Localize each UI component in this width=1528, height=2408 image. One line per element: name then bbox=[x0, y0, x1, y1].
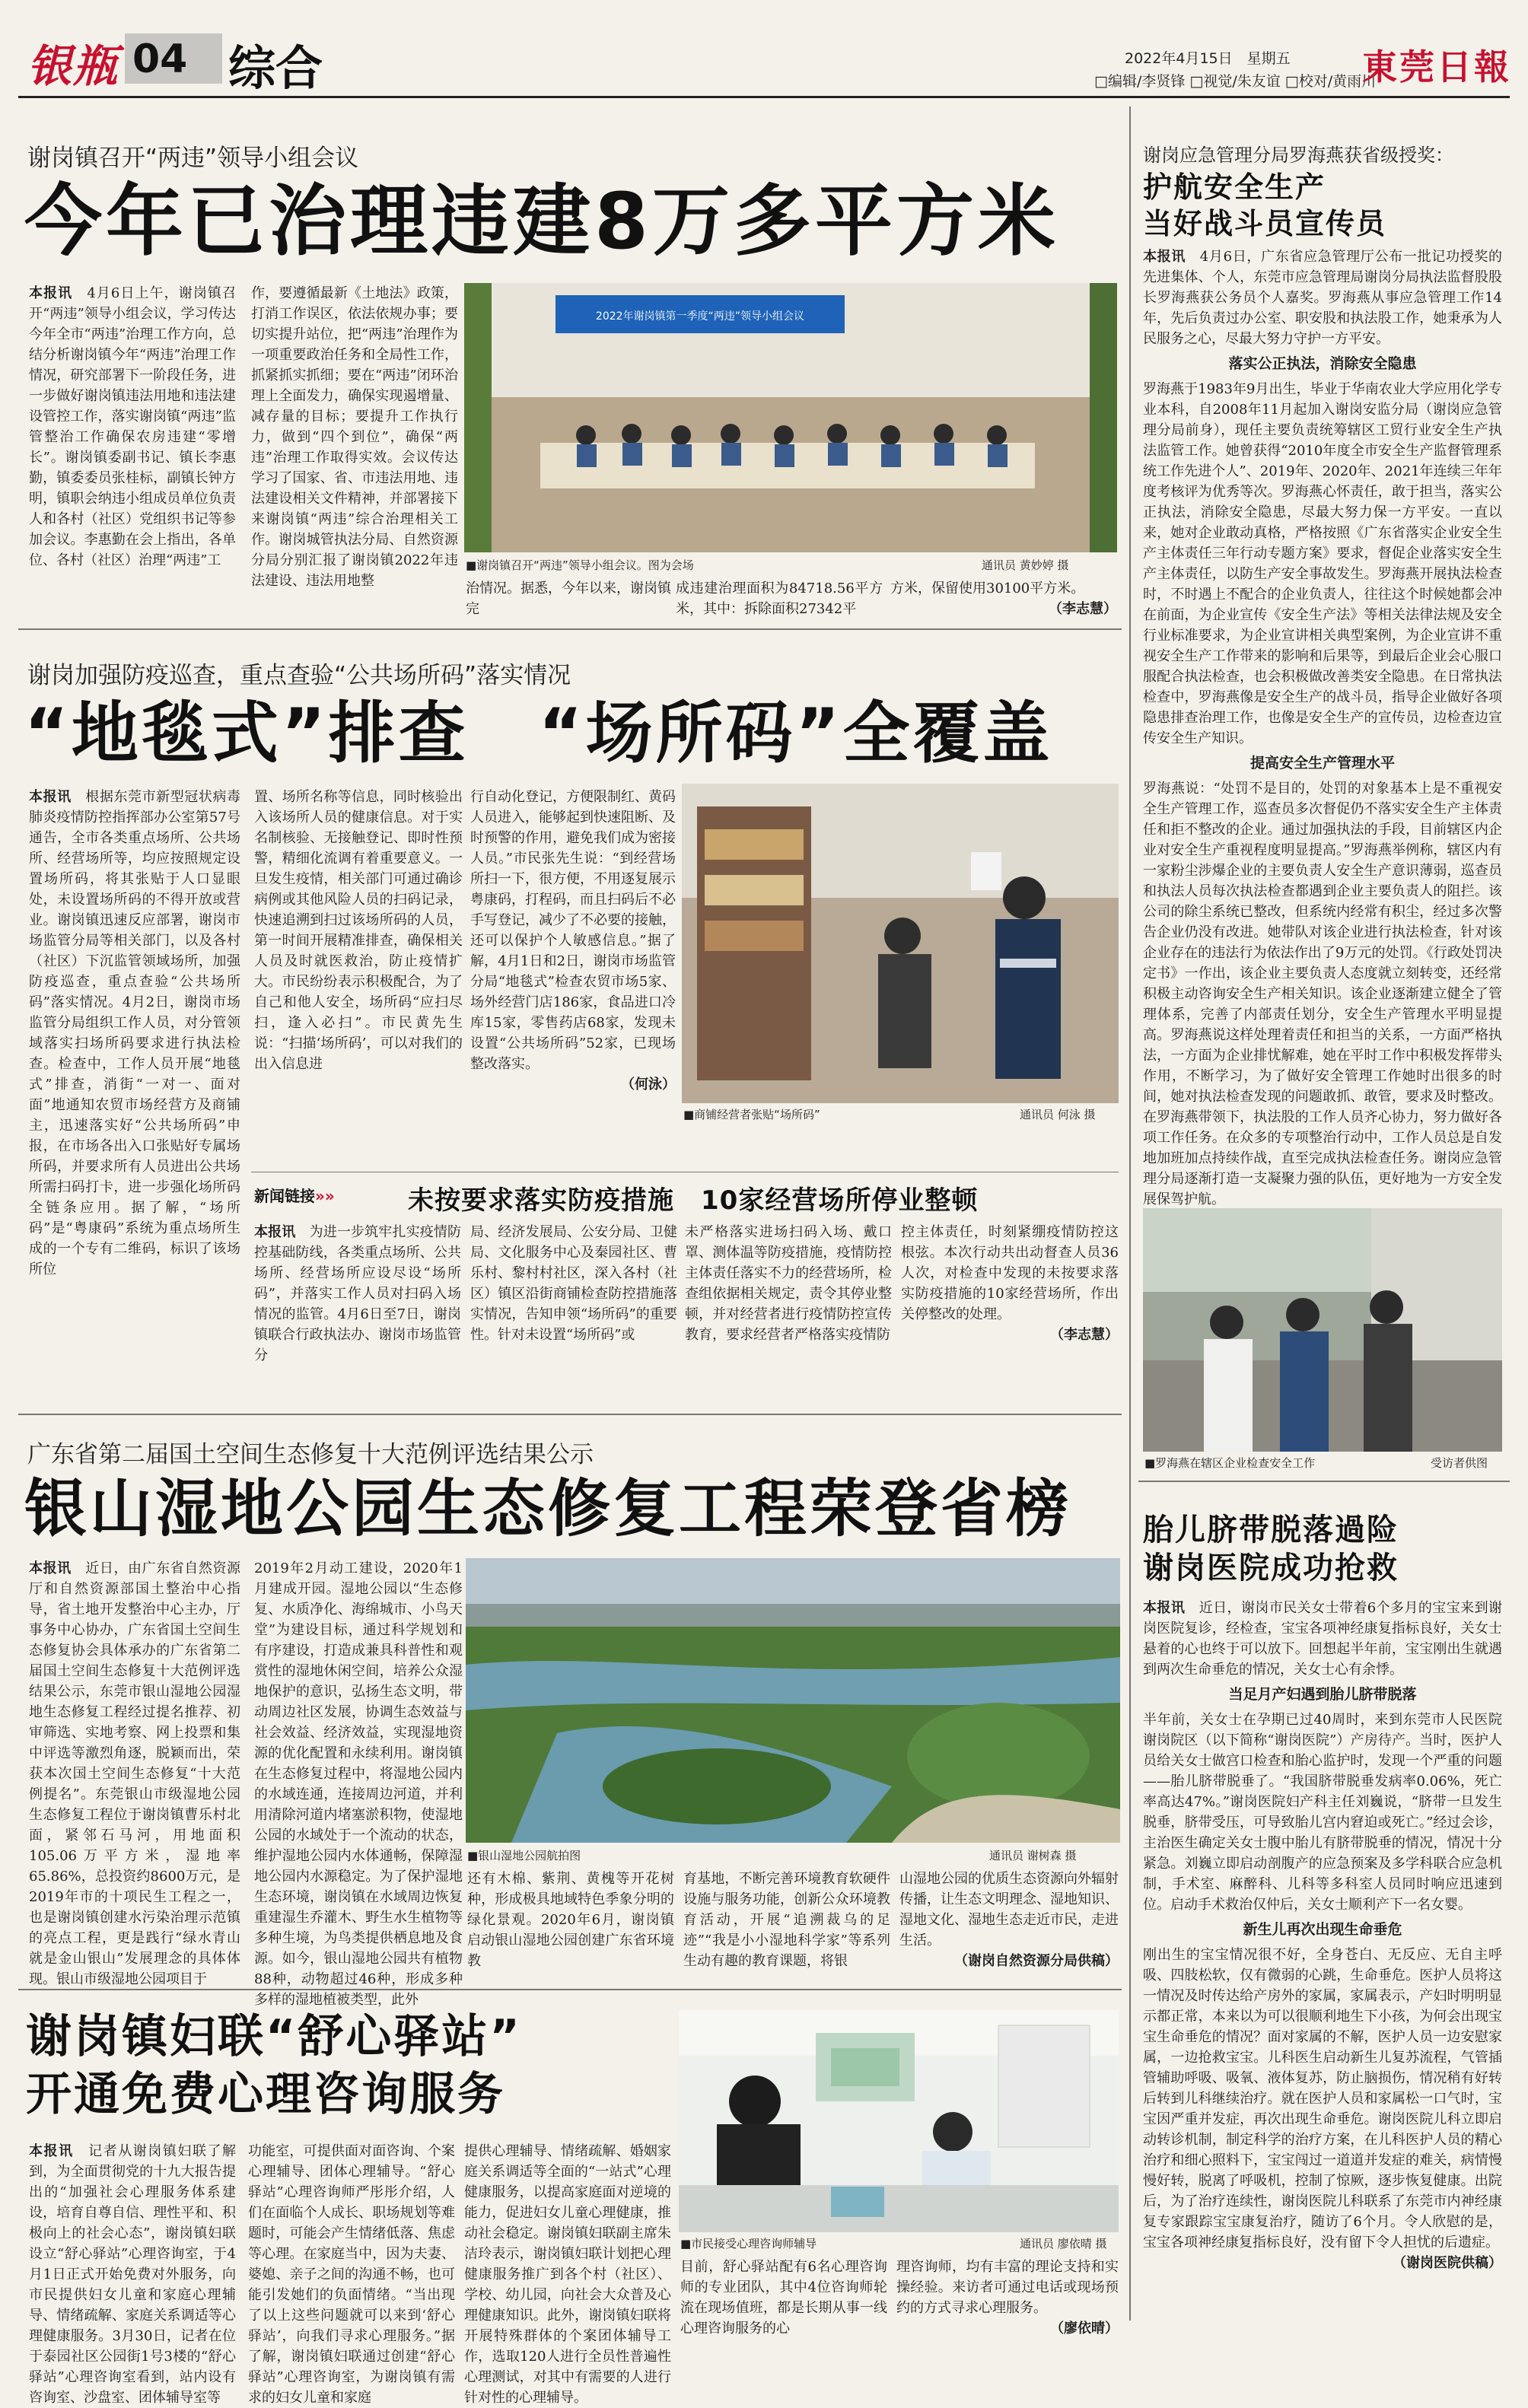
a2-col3 bbox=[470, 787, 676, 1167]
a4-col1 bbox=[29, 2141, 237, 2406]
a3-col5-text: 山湿地公园的优质生态资源向外辐射传播，让生态文明理念、湿地知识、湿地文化、湿地生态走近市民，走进生活。 bbox=[899, 1871, 1119, 1948]
a2-sub-col1-text: 为进一步筑牢扎实疫情防控基础防线，各类重点场所、公共场所、经营场所应设尽设“场所码”，并落实工作人员对扫码入场情况的监管。4月6日至7日，谢岗镇联合行政执法办、谢岗市场监管分 bbox=[254, 1224, 462, 1363]
a1-photo-caption: ■谢岗镇召开“两违”领导小组会议。图为会场 bbox=[466, 558, 694, 572]
a1-photo bbox=[464, 283, 1117, 552]
a4-col2 bbox=[248, 2141, 455, 2406]
a2-lead: 本报讯 bbox=[29, 789, 72, 805]
a2-col3-text: 行自动化登记，方便限制红、黄码人员进入，能够起到快速阻断、及时预警的作用，避免我们成为密接人员。”市民张先生说：“到经营场所扫一下，很方便，不用逐复展示粤康码，打程码，而且扫码后不必手写登记，减少了不必要的接触，还可以保护个人敏感信息。”据了解，4月1日和2日，谢岗市场监管分局“地毯式”检查农贸市场5家、场外经营门店186家，食品进口冷库15家，零售药店68家，发现未设置“公共场所码”52家，已现场整改落实。 bbox=[470, 789, 676, 1072]
r2-p2: 半年前，关女士在孕期已过40周时，来到东莞市人民医院谢岗院区（以下简称“谢岗医院”）产房待产。当时，医护人员给关女士做宫口检查和胎心监护时，发现一个严重的问题——胎儿脐带脱垂了。“我国脐带脱垂发病率0.06%，死亡率高达47%。”谢岗医院妇产科主任刘巍说，“脐带一旦发生脱垂，脐带受压，可导致胎儿宫内窘迫或死亡。”经过会诊，主治医生确定关女士腹中胎儿有脐带脱垂的情况，情况十分紧急。刘巍立即启动剖腹产的应急预案及多学科联合应急机制，手术室、麻醉科、儿科等多科室人员同时响应迅速到位。启动手术救治仅仲后，关女士顺利产下一名女婴。 bbox=[1143, 1712, 1502, 1913]
page-name-logo: 银瓶 bbox=[27, 40, 119, 92]
a1-kicker: 谢岗镇召开“两违”领导小组会议 bbox=[27, 145, 359, 172]
a4-col3-text: 提供心理辅导、情绪疏解、婚姻家庭关系调适等全面的“一站式”心理健康服务，以提高家庭面对逆境的能力，促进妇女儿童心理健康，推动社会稳定。谢岗镇妇联副主席朱洁玲表示，谢岗镇妇联计划把心理健康服务推广到各个村（社区）、学校、幼儿园，向社会大众普及心理健康知识。此外，谢岗镇妇联将开展特殊群体的个案团体辅导工作，选取120人进行全员性普遍性心理测试，对其中有需要的人进行针对性的心理辅导。 bbox=[464, 2143, 671, 2406]
a2-sub-col3-text: 未严格落实进场扫码入场、戴口罩、测体温等防疫措施，疫情防控主体责任落实不力的经营场所，检查组依据相关规定，责令其停业整顿，并对经营者进行疫情防控宣传教育，要求经营者严格落实疫情防 bbox=[685, 1224, 892, 1343]
a1-tail1 bbox=[466, 578, 671, 619]
a1-photo-banner: 2022年谢岗镇第一季度“两违”领导小组会议 bbox=[595, 310, 805, 323]
a3-col1-text: 近日，由广东省自然资源厅和自然资源部国土整治中心指导，省土地开发整治中心主办，厅事务中心协办，广东省国土空间生态修复协会具体承办的广东省第二届国土空间生态修复十大范例评选结果公示，东莞市银山湿地公园湿地生态修复工程经过提名推荐、初审筛选、实地考察、网上投票和集中评选等激烈角逐，脱颖而出，荣获本次国土空间生态修复“十大范例提名”。东莞银山市级湿地公园生态修复工程位于谢岗镇曹乐村北面，紧邻石马河，用地面积105.06万平方米，湿地率65.86%，总投资约8600万元，是2019年市的十项民生工程之一，也是谢岗镇创建水污染治理示范镇的亮点工程，更是践行“绿水青山就是金山银山”发展理念的具体体现。银山市级湿地公园项目于 bbox=[29, 1560, 241, 1987]
r1-photo-credit: 受访者供图 bbox=[1431, 1456, 1488, 1470]
a2-sub-headline: 未按要求落实防疫措施 10家经营场所停业整顿 bbox=[408, 1185, 979, 1216]
a2-col1 bbox=[29, 787, 240, 1400]
r1-p1: 4月6日，广东省应急管理厅公布一批记功授奖的先进集体、个人，东莞市应急管理局谢岗分局执法监督股股长罗海燕获公务员个人嘉奖。罗海燕从事应急管理工作14年，先后负责过办公室、职安股和执法股工作，她秉承为人民服务之心，尽最大努力守护一方平安。 bbox=[1143, 249, 1503, 347]
r2-text bbox=[1143, 1598, 1502, 2324]
a1-col2 bbox=[251, 283, 458, 600]
a3-signature: （谢岗自然资源分局供稿） bbox=[954, 1953, 1119, 1969]
a4-headline-line1: 谢岗镇妇联“舒心驿站” bbox=[26, 2010, 522, 2063]
a1-col1 bbox=[29, 283, 236, 600]
a1-headline: 今年已治理违建8万多平方米 bbox=[24, 177, 1059, 267]
r2-subhead-2: 新生儿再次出现生命垂危 bbox=[1243, 1921, 1402, 1938]
page-number: 04 bbox=[132, 37, 188, 82]
a3-col3 bbox=[467, 1869, 674, 1983]
a2-sub-label bbox=[254, 1184, 335, 1206]
r1-text bbox=[1143, 247, 1503, 1207]
a4-headline-line2: 开通免费心理咨询服务 bbox=[26, 2068, 505, 2121]
a4-photo-caption: ■市民接受心理咨询师辅导 bbox=[680, 2237, 817, 2251]
a4-col2-text: 功能室，可提供面对面咨询、个案心理辅导、团体心理辅导。“舒心驿站”心理咨询师严彤彤介绍，人们在面临个人成长、职场规划等难题时，可能会产生情绪低落、焦虑等心理。在家庭当中，因为夫妻、婆媳、亲子之间的沟通不畅，也可能引发她们的负面情绪。“当出现了以上这些问题就可以来到‘舒心驿站’，向我们寻求心理服务。”据了解，谢岗镇妇联通过创建“舒心驿站”心理咨询室，为谢岗镇有需求的妇女儿童和家庭 bbox=[248, 2143, 455, 2406]
a1-lead: 本报讯 bbox=[29, 285, 73, 301]
a2-sub-signature: （李志慧） bbox=[1050, 1327, 1119, 1343]
a3-col4-text: 育基地，不断完善环境教育软硬件设施与服务功能，创新公众环境教育活动，开展“追溯裁乌的足迹”“我是小小湿地科学家”等系列生动有趣的教育课题，将银 bbox=[683, 1871, 890, 1969]
divider-r1-r2 bbox=[1138, 1481, 1510, 1482]
r2-headline-line1: 胎儿脐带脱落過险 bbox=[1143, 1513, 1399, 1548]
chevron-icons: »» bbox=[315, 1187, 335, 1205]
r1-lead: 本报讯 bbox=[1143, 249, 1186, 265]
editor-credits: □编辑/李贤锋 □视觉/朱友谊 □校对/黄雨川 bbox=[1094, 73, 1377, 90]
a3-photo-credit: 通讯员 谢树森 摄 bbox=[989, 1849, 1077, 1862]
paper-name-logo: 東莞日報 bbox=[1362, 46, 1511, 87]
r2-p3: 刚出生的宝宝情况很不好，全身苍白、无反应、无自主呼吸、四肢松软，仅有微弱的心跳，生命垂危。医护人员将这一情况及时传达给产房外的家属，家属表示，产妇时明明显示都正常，本来以为可以很顺利地生下小孩，为何会出现宝宝生命垂危的情况？面对家属的不解，医护人员一边安慰家属，一边抢救宝宝。儿科医生启动新生儿复苏流程，气管插管辅助呼吸、吸氧、液体复苏，防止脑损伤，情况稍有好转后转到儿科继续治疗。就在医护人员和家属松一口气时，宝宝因严重并发症，再次出现生命垂危。谢岗医院儿科立即启动转诊机制，制定科学的治疗方案，在儿科医护人员的精心治疗和细心照料下，宝宝闯过一道道并发症的难关，病情慢慢好转，脱离了呼吸机，控制了惊厥，逐步恢复健康。出院后，为了治疗连续性，谢岗医院儿科联系了东莞市内神经康复专家跟踪宝宝康复治疗，随访了6个月。令人欣慰的是，宝宝各项神经康复指标良好，没有留下令人担忧的后遗症。 bbox=[1143, 1947, 1502, 2251]
r2-signature: （谢岗医院供稿） bbox=[1393, 2255, 1502, 2271]
a4-signature: （廖依晴） bbox=[1050, 2321, 1119, 2336]
a2-sub-lead: 本报讯 bbox=[254, 1224, 296, 1240]
r2-lead: 本报讯 bbox=[1143, 1600, 1186, 1616]
a4-tail1-text: 目前，舒心驿站配有6名心理咨询师的专业团队，其中4位咨询师轮流在现场值班，都是长期从事一线心理咨询服务的心 bbox=[680, 2259, 887, 2336]
a2-headline: “地毯式”排查 “场所码”全覆盖 bbox=[24, 694, 1053, 772]
a3-photo-caption: ■银山湿地公园航拍图 bbox=[467, 1849, 581, 1862]
r1-p3: 罗海燕说：“处罚不是目的，处罚的对象基本上是不重视安全生产管理工作，巡查员多次督促仍不落实安全生产主体责任和拒不整改的企业。通过加强执法的手段，目前辖区内企业对安全生产重视程度明显提高。”罗海燕举例称，辖区内有一家粉尘涉爆企业的主要负责人安全生产意识薄弱，巡查员和执法人员每次执法检查都遇到企业主要负责人的阻拦。该公司的除尘系统已整改，但系统内经常有积尘，经过多次警告企业仍没有改进。她带队对该企业进行执法检查，针对该企业存在的违法行为依法作出了9万元的处罚。《行政处罚决定书》一作出，该企业主要负责人态度就立刻转变，还经常积极主动咨询安全生产相关知识。该企业逐渐建立健全了管理体系，完善了内部责任划分，安全生产管理水平明显提高。罗海燕说这样处理着责任和担当的关系，一方面严格执法，一方面为企业排忧解难，她在平时工作中积极发挥带头作用，不断学习，为了做好安全管理工作她时出很多的时间，她对执法检查发现的问题敢抓、敢管，要求及时整改。在罗海燕带领下，执法股的工作人员齐心协力，努力做好各项工作任务。在众多的专项整治行动中，工作人员总是自发地加班加点持续作战，直至完成执法检查任务。谢岗应急管理分局逐渐打造一支凝聚力强的队伍，更好地为一方安全发展保驾护航。 bbox=[1143, 781, 1502, 1207]
divider-a2-a3 bbox=[18, 1414, 1122, 1415]
a1-tail3 bbox=[890, 578, 1117, 619]
news-link-label: 新闻链接 bbox=[254, 1187, 315, 1205]
a2-photo-credit: 通讯员 何泳 摄 bbox=[1020, 1108, 1096, 1121]
a1-tail2-text: 成违建治理面积为84718.56平方米，其中：拆除面积27342平 bbox=[676, 581, 883, 617]
r1-headline-line2: 当好战斗员宣传员 bbox=[1143, 207, 1387, 240]
a3-kicker: 广东省第二届国土空间生态修复十大范例评选结果公示 bbox=[27, 1441, 594, 1468]
a2-sub-col4 bbox=[901, 1222, 1119, 1409]
a2-kicker: 谢岗加强防疫巡查，重点查验“公共场所码”落实情况 bbox=[27, 662, 571, 689]
a4-lead: 本报讯 bbox=[29, 2143, 74, 2159]
a3-lead: 本报讯 bbox=[29, 1560, 72, 1576]
a3-headline: 银山湿地公园生态修复工程荣登省榜 bbox=[24, 1473, 1072, 1545]
r1-headline-line1: 护航安全生产 bbox=[1143, 170, 1326, 204]
r1-subhead-1: 落实公正执法，消除安全隐患 bbox=[1228, 355, 1417, 372]
r2-headline-line2: 谢岗医院成功抢救 bbox=[1143, 1551, 1399, 1586]
a4-tail1 bbox=[680, 2257, 887, 2336]
a2-photo-caption: ■商铺经营者张贴“场所码” bbox=[683, 1108, 820, 1121]
a4-tail2 bbox=[896, 2257, 1119, 2336]
r1-subhead-2: 提高安全生产管理水平 bbox=[1249, 755, 1395, 771]
a1-signature: （李志慧） bbox=[1049, 601, 1117, 617]
a2-col1-text: 根据东莞市新型冠状病毒肺炎疫情防控指挥部办公室第57号通告，全市各类重点场所、公共场所、经营场所等，均应按照规定设置场所码，将其张贴于人口显眼处，未设置场所码的不得开放或营业。谢岗镇迅速反应部署，谢岗市场监管分局等相关部门，以及各村（社区）下沉监管领域场所，加强防疫巡查，重点查验“公共场所码”落实情况。4月2日，谢岗市场监管分局组织工作人员，对分管领域落实扫场所码要求进行执法检查。检查中，工作人员开展“地毯式”排查，消街“一对一、面对面”地通知农贸市场经营方及商铺主，迅速落实好“公共场所码”申报，在市场各出入口张贴好专属场所码，并要求所有人员进出公共场所需扫码打卡，进一步强化场所码全链条应用。据了解，“场所码”是“粤康码”系统为重点场所生成的一个专有二维码，标识了该场所位 bbox=[29, 789, 241, 1277]
r2-p1: 近日，谢岗市民关女士带着6个多月的宝宝来到谢岗医院复诊，经检查，宝宝各项神经康复指标良好，关女士悬着的心也终于可以放下。回想起半年前，宝宝刚出生就遇到两次生命垂危的情况，关女士心有余悸。 bbox=[1143, 1600, 1502, 1678]
a2-sub-col3 bbox=[685, 1222, 892, 1409]
r1-kicker: 谢岗应急管理分局罗海燕获省级授奖： bbox=[1143, 145, 1453, 166]
page-number-box bbox=[125, 33, 222, 84]
a2-photo bbox=[682, 784, 1119, 1103]
column-divider bbox=[1129, 107, 1131, 2321]
a2-signature: （何泳） bbox=[621, 1077, 676, 1093]
a4-photo bbox=[679, 2010, 1119, 2232]
a4-col3 bbox=[464, 2141, 671, 2406]
a1-tail3-text: 方米，保留使用30100平方米。 bbox=[890, 581, 1085, 596]
a3-photo bbox=[466, 1558, 1120, 1843]
a4-tail2-text: 理咨询师，均有丰富的理论支持和实操经验。来访者可通过电话或现场预约的方式寻求心理服务。 bbox=[896, 2259, 1119, 2316]
a1-tail1-text: 治情况。据悉，今年以来，谢岗镇完 bbox=[466, 581, 671, 617]
a4-col1-text: 记者从谢岗镇妇联了解到，为全面贯彻党的十九大报告提出的“加强社会心理服务体系建设，培育自尊自信、理性平和、积极向上的社会心态”，谢岗镇妇联设立“舒心驿站”心理咨询室，于4月1日正式开始免费对外服务，向市民提供妇女儿童和家庭心理辅导、情绪疏解、家庭关系调适等心理健康服务。3月30日，记者在位于泰园社区公园街1号3楼的“舒心驿站”心理咨询室看到，站内设有咨询室、沙盘室、团体辅导室等 bbox=[29, 2143, 237, 2406]
a2-sub-col2 bbox=[470, 1222, 677, 1409]
a2-sub-col2-text: 局、经济发展局、公安分局、卫健局、文化服务中心及秦园社区、曹乐村、黎村村社区，深入各村（社区）镇区沿街商铺检查防控措施落实情况，告知申领“场所码”的重要性。针对未设置“场所码”或 bbox=[470, 1224, 677, 1343]
a3-col2-text: 2019年2月动工建设，2020年1月建成开园。湿地公园以“生态修复、水质净化、海绵城市、小鸟天堂”为建设目标，通过科学规划和有序建设，打造成兼具科普性和观赏性的湿地休闲空间，培养公众湿地保护的意识，弘扬生态文明，带动周边社区发展，协调生态效益与社会效益、经济效益，实现湿地资源的优化配置和永续利用。谢岗镇在生态修复过程中，将湿地公园内的水域连通，连接周边河道，并利用清除河道内堵塞淤积物，使湿地公园的水域处于一个流动的状态，维护湿地公园内水体通畅，保障湿地公园内水源稳定。为了保护湿地生态环境，谢岗镇在水域周边恢复重建湿生乔灌木、野生水生植物等多种生境，为鸟类提供栖息地及食源。如今，银山湿地公园共有植物88种，动物超过46种，形成多种多样的湿地植被类型，此外 bbox=[254, 1560, 463, 2008]
r1-photo bbox=[1143, 1208, 1502, 1452]
masthead bbox=[0, 0, 1528, 100]
a3-col3-text: 还有木棉、紫荆、黄槐等开花树种，形成极具地域特色季象分明的绿化景观。2020年6月，谢岗镇启动银山湿地公园创建广东省环境教 bbox=[467, 1871, 674, 1969]
a1-col2-text: 作，要遵循最新《土地法》政策，打消工作误区，依法依规办事；要切实提升站位，把“两违”治理作为一项重要政治任务和全局性工作，抓紧抓实抓细；要在“两违”闭环治理上全面发力，确保实现遏增量、减存量的目标；要提升工作执行力，做到“四个到位”，确保“两违”治理工作取得实效。会议传达学习了国家、省、市违法用地、违法建设相关文件精神，并部署接下来谢岗镇“两违”综合治理相关工作。谢岗城管执法分局、自然资源分局分别汇报了谢岗镇2022年违法建设、违法用地整 bbox=[251, 285, 458, 589]
a2-sub-col1 bbox=[254, 1222, 461, 1409]
a1-col1-text: 4月6日上午，谢岗镇召开“两违”领导小组会议，学习传达今年全市“两违”治理工作方向，总结分析谢岗镇今年“两违”治理工作情况，研究部署下一阶段任务，进一步做好谢岗镇违法用地和违法建设管控工作，落实谢岗镇“两违”监管整治工作确保农房违建“零增长”。谢岗镇委副书记、镇长李惠勤，镇委委员张桂标，副镇长钟方明，镇职会纳违小组成员单位负责人和各村（社区）党组织书记等参加会议。李惠勤在会上指出，各单位、各村（社区）治理“两违”工 bbox=[29, 285, 236, 568]
section-title: 综合 bbox=[228, 40, 323, 96]
r2-subhead-1: 当足月产妇遇到胎儿脐带脱落 bbox=[1228, 1686, 1417, 1703]
a1-tail2 bbox=[676, 578, 883, 619]
a3-col4 bbox=[683, 1869, 890, 1983]
r1-p2: 罗海燕于1983年9月出生，毕业于华南农业大学应用化学专业本科，自2008年11月起加入谢岗安监分局（谢岗应急管理分局前身），现任主要负责统筹辖区工贸行业安全生产执法监管工作。她曾获得“2010年度全市安全生产监督管理系统工作先进个人”、2019年、2020年、2021年连续三年年度考核评为优秀等次。罗海燕心怀责任，敢于担当，落实公正执法，消除安全隐患，尽最大努力保一方平安。一直以来，她对企业敢动真格，严格按照《广东省落实企业安全生产主体责任三年行动专题方案》要求，督促企业落实安全生产主体责任，以防生产安全事故发生。罗海燕开展执法检查时，不时遇上不配合的企业负责人，往往这个时候她都会冲在前面，为企业宣传《安全生产法》等相关法律法规及安全行业标准要求，为企业宣讲相关典型案例，为企业宣讲不重视安全生产工作带来的影响和后果等，到最后企业会心服口服配合执法检查，也会积极做改善类安全隐患。在日常执法检查中，罗海燕像是安全生产的战斗员，指导企业做好各项隐患排查治理工作，也像是安全生产的宣传员，边检查边宣传安全生产知识。 bbox=[1143, 381, 1502, 746]
masthead-rule bbox=[18, 96, 1510, 98]
issue-date: 2022年4月15日 星期五 bbox=[1125, 50, 1291, 67]
a3-col1 bbox=[29, 1558, 241, 1987]
a2-sub-col4-text: 控主体责任，时刻紧绷疫情防控这根弦。本次行动共出动督查人员36人次，对检查中发现的未按要求落实防疫措施的10家经营场所，作出关停整改的处理。 bbox=[901, 1224, 1119, 1322]
r1-photo-caption: ■罗海燕在辖区企业检查安全工作 bbox=[1144, 1456, 1316, 1470]
divider-a3-a4 bbox=[18, 1989, 1122, 1990]
a3-col2 bbox=[254, 1558, 463, 2008]
a4-photo-credit: 通讯员 廖依晴 摄 bbox=[1020, 2237, 1107, 2251]
a1-photo-credit: 通讯员 黄妙婷 摄 bbox=[982, 558, 1069, 572]
a3-col5 bbox=[899, 1869, 1119, 1983]
a2-col2-text: 置、场所名称等信息，同时核验出入该场所人员的健康信息。对于实名制核验、无接触登记、即时性预警，精细化流调有着重要意义。一旦发生疫情，相关部门可通过确诊病例或其他风险人员的扫码记录，快速追溯到扫过该场所码的人员，第一时间开展精准排查，确保相关人员及时就医救治，防止疫情扩大。市民纷纷表示积极配合，为了自己和他人安全，场所码“应扫尽扫，逢入必扫”。市民黄先生说：“扫描‘场所码’，可以对我们的出入信息进 bbox=[254, 789, 463, 1072]
divider-a1-a2 bbox=[18, 628, 1122, 630]
a2-col2 bbox=[254, 787, 463, 1167]
